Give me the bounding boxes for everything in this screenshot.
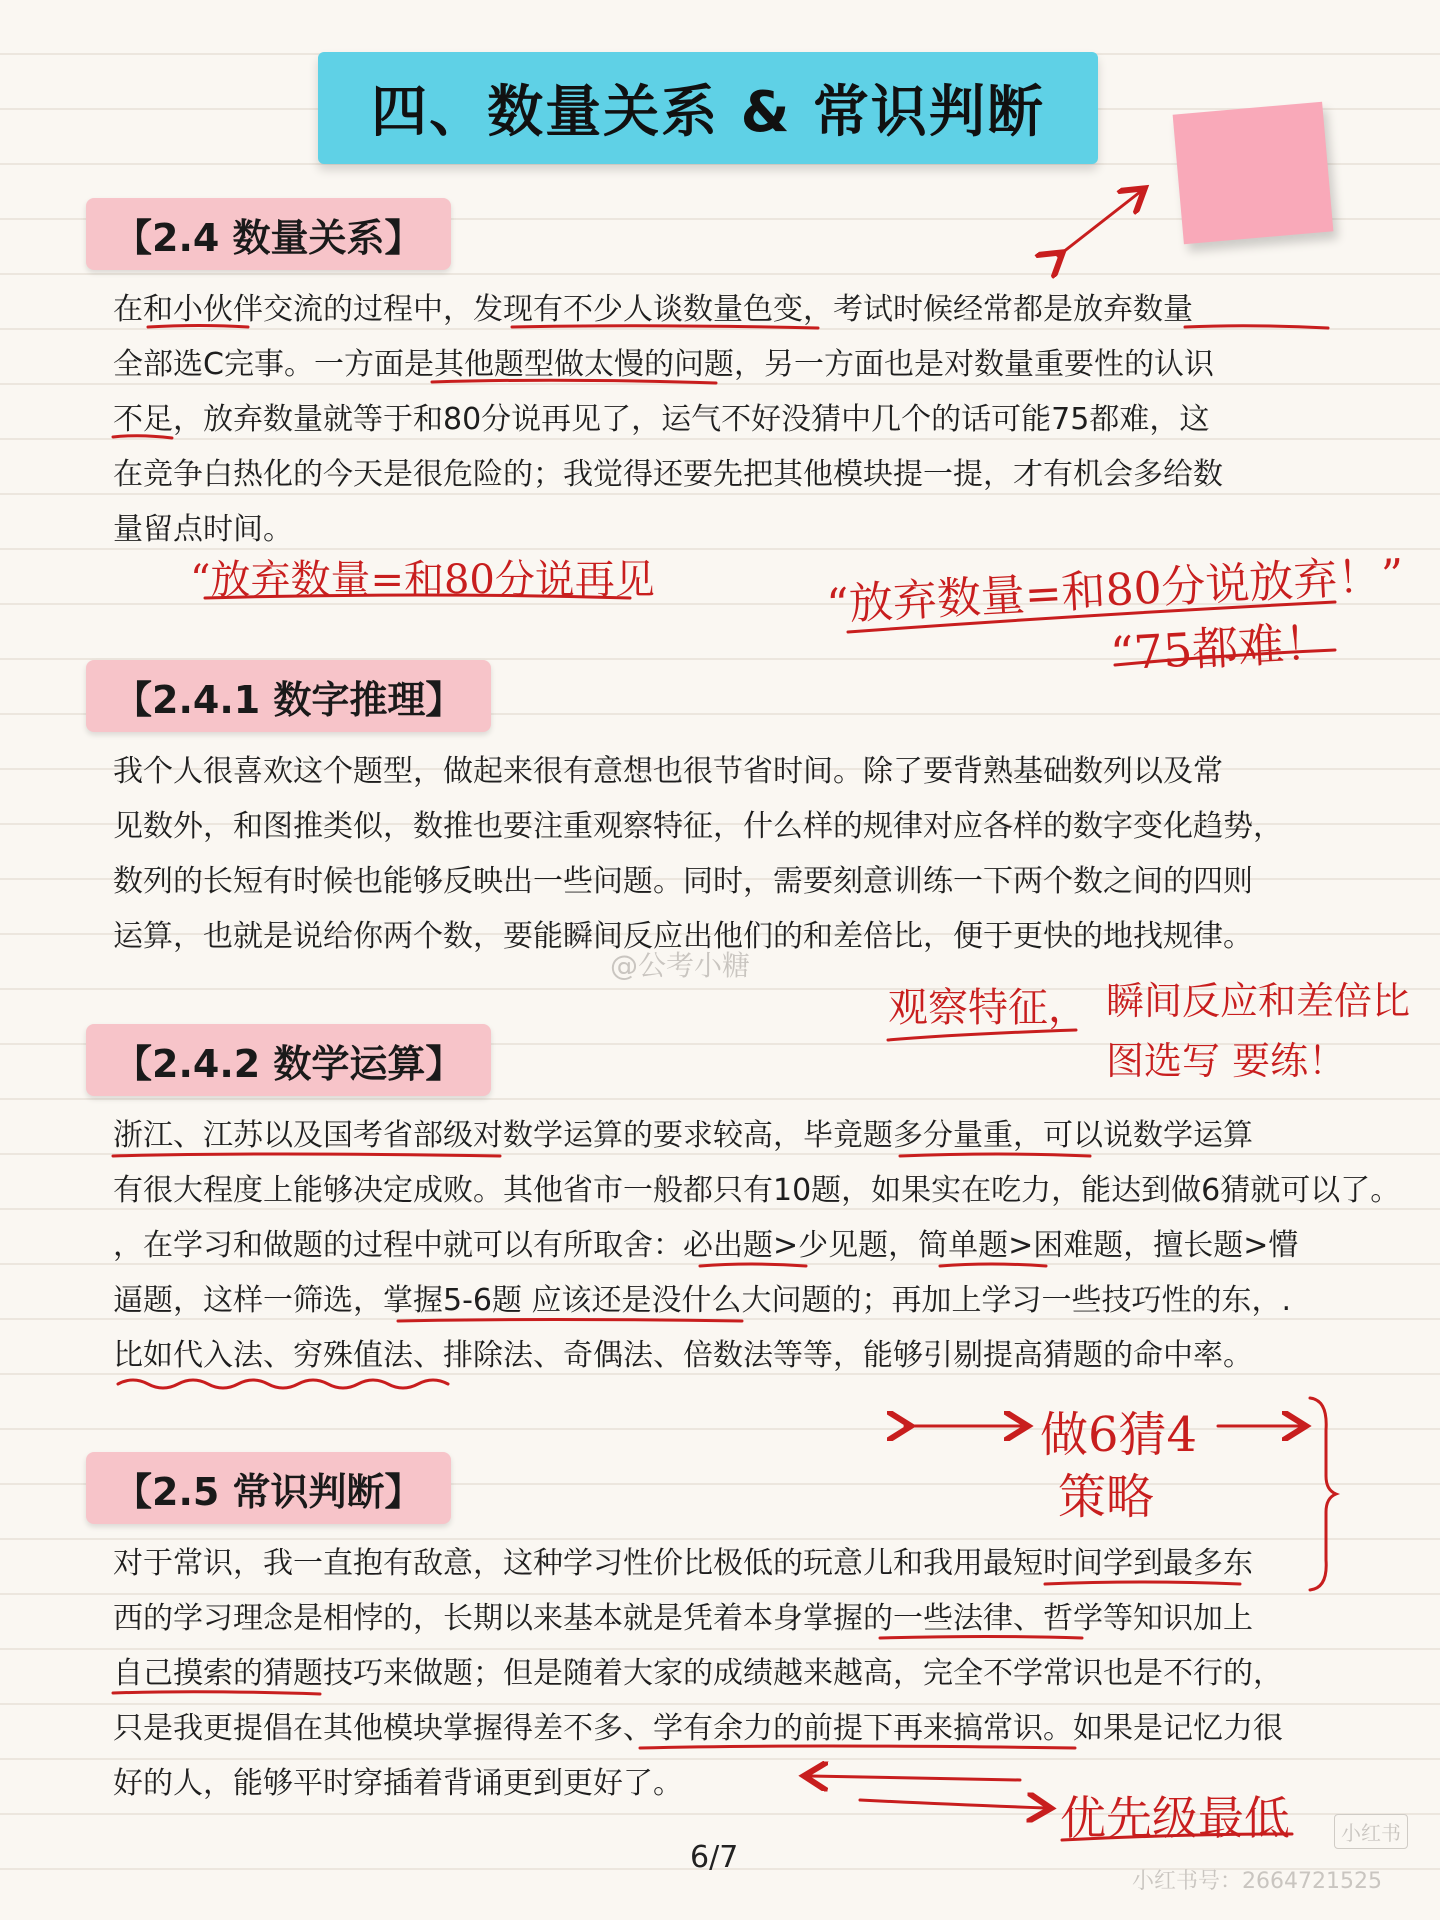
text-line: 西的学习理念是相悖的，长期以来基本就是凭着本身掌握的一些法律、哲学等知识加上 [113, 1601, 1253, 1636]
underline [700, 1264, 806, 1266]
text-line: ，在学习和做题的过程中就可以有所取舍：必出题>少见题，简单题>困难题，擅长题>懵 [113, 1228, 1299, 1263]
arrow [860, 1800, 1045, 1808]
section-label-2-5: 【2.5 常识判断】 [86, 1452, 451, 1524]
underline [398, 1320, 742, 1322]
underline [888, 1030, 1076, 1040]
text-line: 有很大程度上能够决定成败。其他省市一般都只有10题，如果实在吃力，能达到做6猜就可以了。 [113, 1173, 1401, 1208]
underline [1115, 650, 1335, 665]
text-line: 全部选C完事。一方面是其他题型做太慢的问题，另一方面也是对数量重要性的认识 [113, 347, 1214, 382]
handwritten-note-1: “放弃数量=和80分说再见 [190, 557, 655, 603]
underline [848, 602, 1335, 632]
text-line: 我个人很喜欢这个题型，做起来很有意想也很节省时间。除了要背熟基础数列以及常 [113, 754, 1223, 789]
underline [640, 1746, 1075, 1748]
text-line: 数列的长短有时候也能够反映出一些问题。同时，需要刻意训练一下两个数之间的四则 [113, 864, 1253, 899]
underline [113, 1692, 320, 1694]
underline [113, 436, 172, 438]
xiaohongshu-id-watermark: 小红书号：2664721525 [1132, 1869, 1382, 1894]
text-line: 逼题，这样一筛选，掌握5-6题 应该还是没什么大问题的；再加上学习一些技巧性的东，. [113, 1283, 1292, 1318]
page-number: 6/7 [690, 1840, 739, 1875]
underline [512, 326, 818, 328]
underline [113, 1154, 500, 1156]
underline [1062, 1834, 1292, 1840]
handwritten-note-5a: 做6猜4 [1040, 1407, 1198, 1463]
underline [900, 1154, 1090, 1156]
section-label-2-4-1: 【2.4.1 数字推理】 [86, 660, 491, 732]
underline [880, 1637, 1082, 1639]
weibo-watermark: @公考小糖 [610, 949, 751, 982]
text-line: 见数外，和图推类似，数推也要注重观察特征，什么样的规律对应各样的数字变化趋势， [113, 809, 1283, 844]
underline [432, 380, 716, 383]
text-line: 不足，放弃数量就等于和80分说再见了，运气不好没猜中几个的话可能75都难，这 [113, 402, 1210, 437]
handwritten-note-2: “放弃数量=和80分说放弃！” [825, 549, 1406, 632]
page-title: 四、数量关系 & 常识判断 [318, 52, 1098, 164]
handwritten-note-3: “75都难！ [1108, 615, 1332, 681]
underline [118, 1380, 448, 1388]
arrow [810, 1776, 1020, 1780]
underline [148, 326, 248, 328]
text-line: 运算，也就是说给你两个数，要能瞬间反应出他们的和差倍比，便于更快的地找规律。 [113, 919, 1253, 954]
brace [1310, 1398, 1336, 1590]
text-line: 自己摸索的猜题技巧来做题；但是随着大家的成绩越来越高，完全不学常识也是不行的， [113, 1656, 1283, 1691]
xiaohongshu-logo: 小红书 [1334, 1814, 1408, 1849]
underline [1185, 326, 1328, 328]
text-line: 在竞争白热化的今天是很危险的；我觉得还要先把其他模块提一提，才有机会多给数 [113, 457, 1223, 492]
section-label-2-4-2: 【2.4.2 数学运算】 [86, 1024, 491, 1096]
handwritten-note-4c: 图选写 要练！ [1106, 1039, 1347, 1083]
section-label-2-4: 【2.4 数量关系】 [86, 198, 451, 270]
underline [940, 1264, 1046, 1266]
text-line: 比如代入法、穷殊值法、排除法、奇偶法、倍数法等等，能够引剔提高猜题的命中率。 [113, 1338, 1253, 1373]
text-line: 对于常识，我一直抱有敌意，这种学习性价比极低的玩意儿和我用最短时间学到最多东 [113, 1546, 1253, 1581]
handwritten-note-6: 优先级最低 [1060, 1791, 1290, 1845]
handwritten-note-4a: 观察特征， [888, 985, 1088, 1031]
text-line: 只是我更提倡在其他模块掌握得差不多、学有余力的前提下再来搞常识。如果是记忆力很 [113, 1711, 1283, 1746]
text-line: 在和小伙伴交流的过程中，发现有不少人谈数量色变，考试时候经常都是放弃数量 [113, 292, 1193, 327]
underline [205, 595, 630, 598]
underline [1045, 1582, 1240, 1584]
text-line: 浙江、江苏以及国考省部级对数学运算的要求较高，毕竟题多分量重，可以说数学运算 [113, 1118, 1253, 1153]
handwritten-note-5b: 策略 [1058, 1469, 1155, 1525]
text-line: 量留点时间。 [113, 512, 293, 547]
handwritten-note-4b: 瞬间反应和差倍比 [1106, 979, 1411, 1023]
text-line: 好的人，能够平时穿插着背诵更到更好了。 [113, 1766, 683, 1801]
double-arrow [1058, 192, 1140, 256]
